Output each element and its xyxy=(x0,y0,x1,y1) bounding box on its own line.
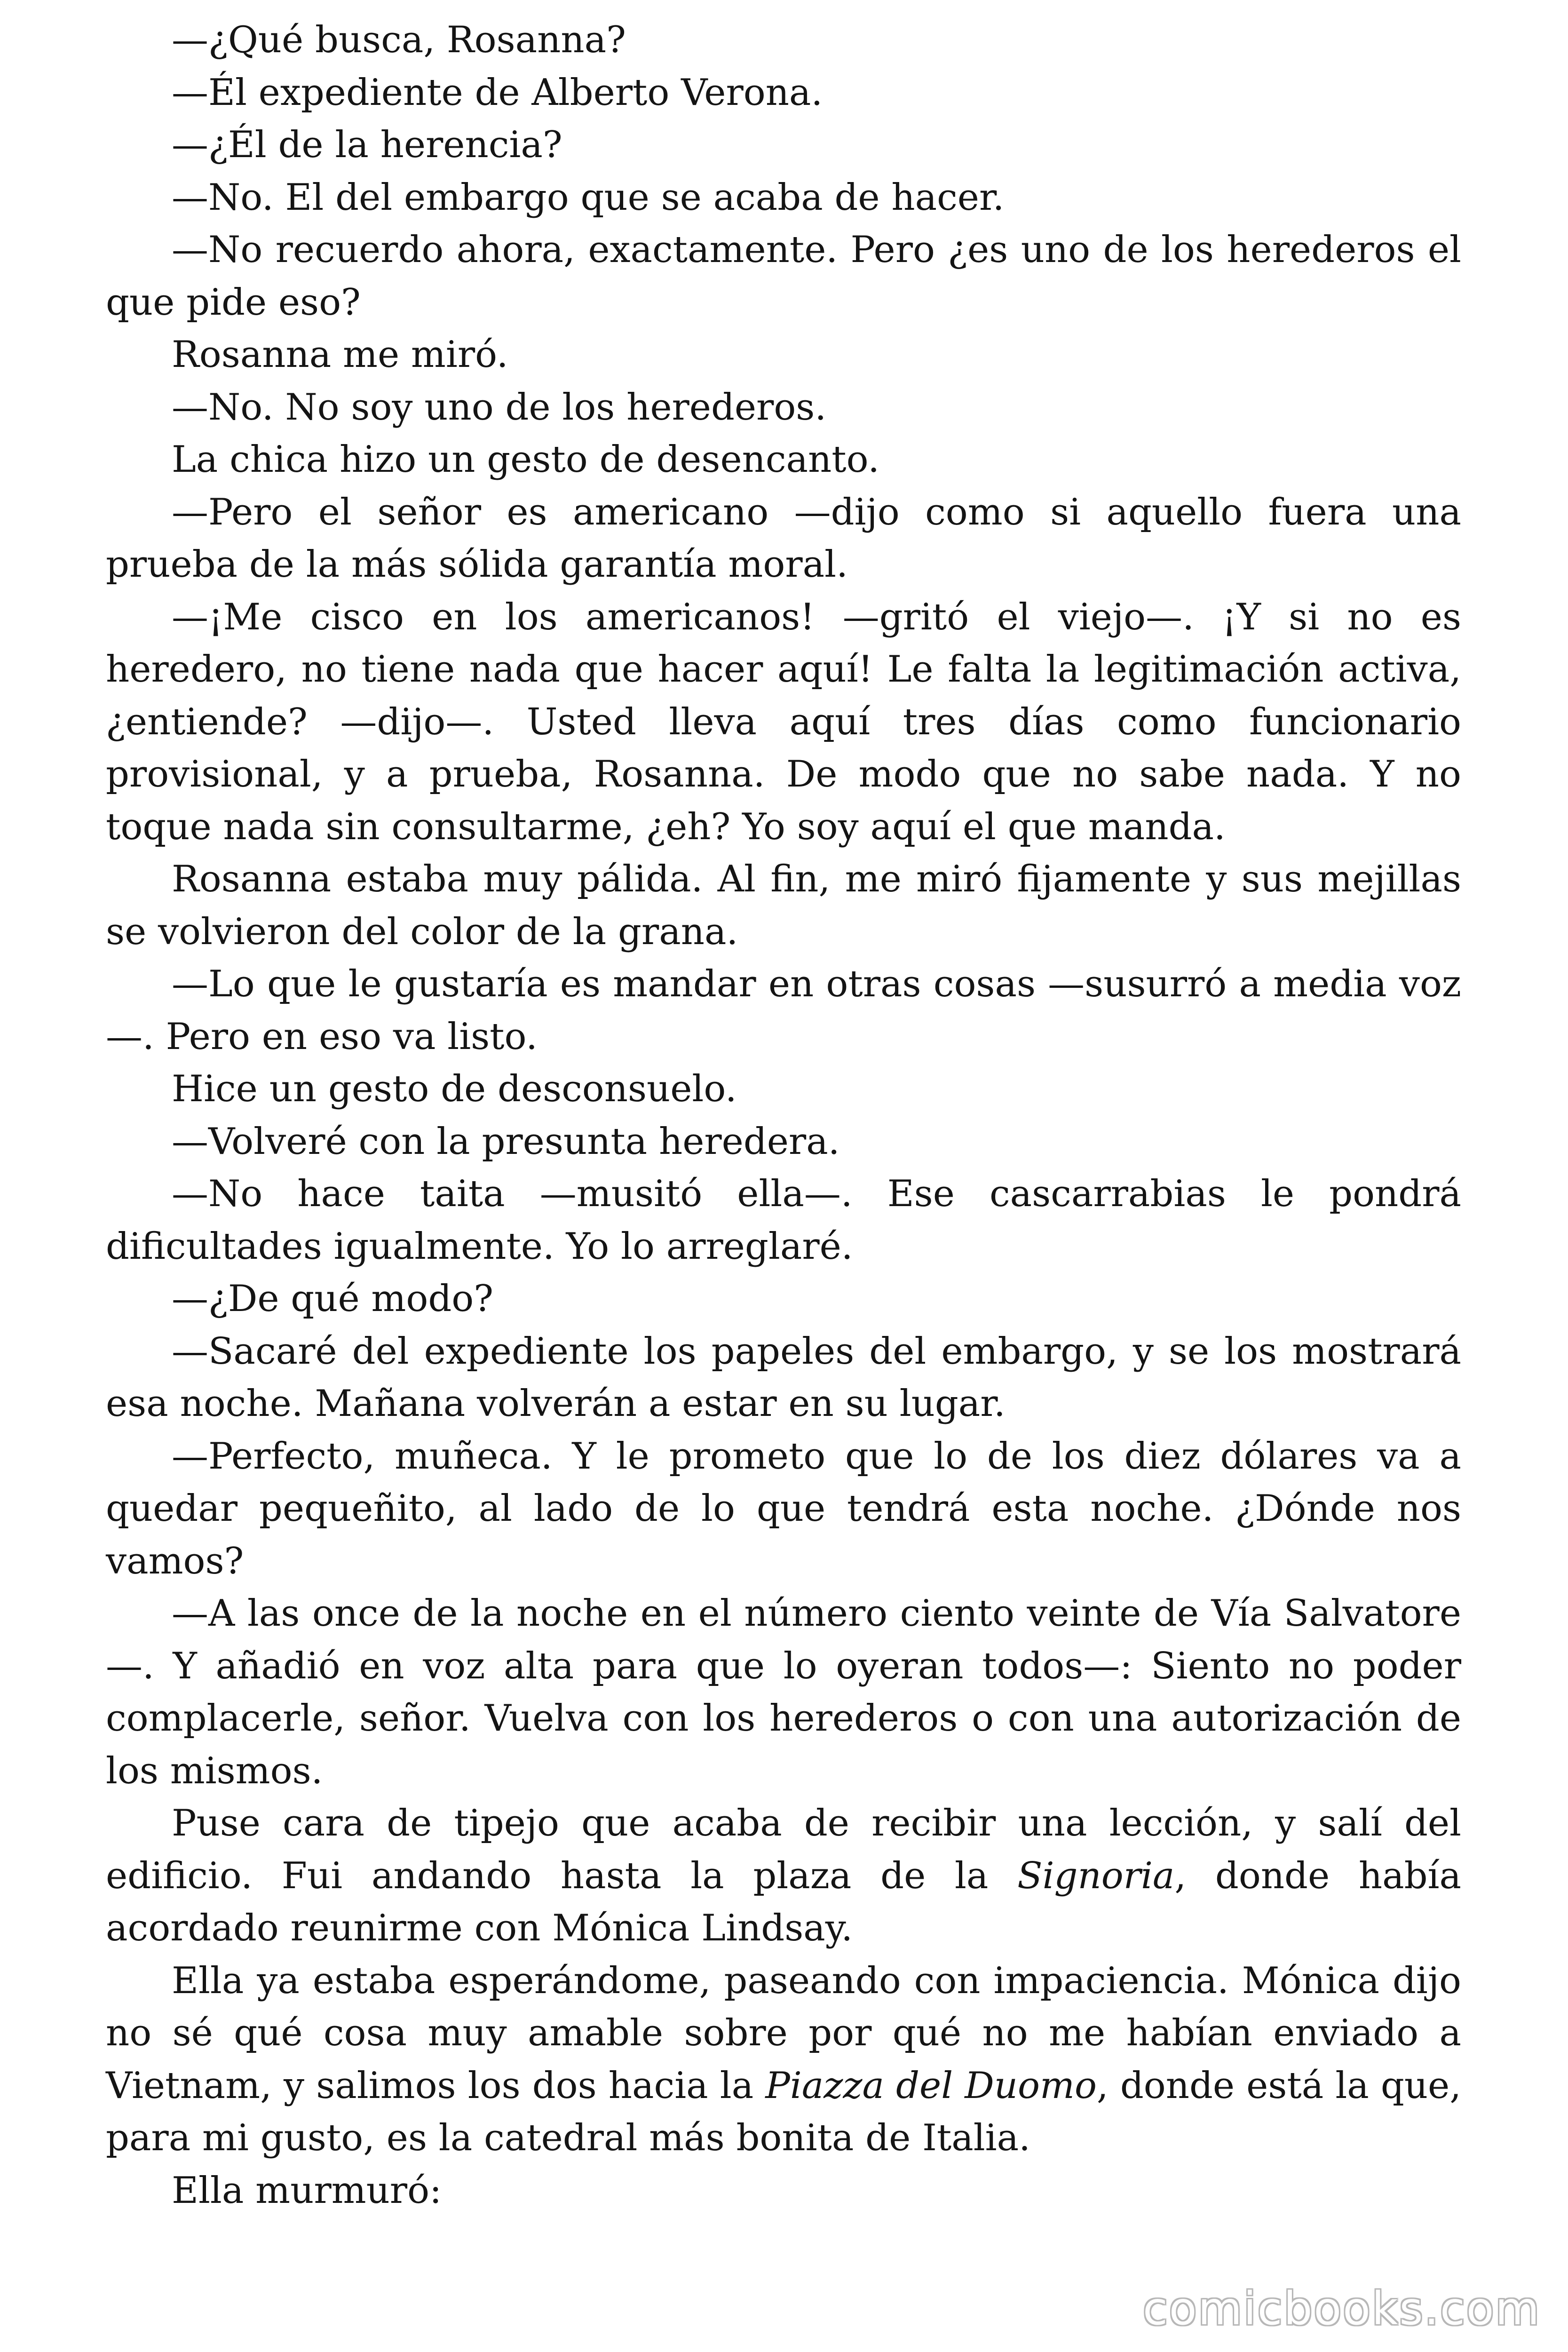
paragraph-21-text: Ella ya estaba esperándome, paseando con impaciencia. Mónica dijo no sé qué cosa muy amable sobre por qué no me habían enviado a Vietnam, y salimos los dos hacia la xyxy=(106,1959,1461,2107)
italic-place-name: Piazza del Duomo xyxy=(765,2064,1097,2107)
paragraph-9: —Pero el señor es americano —dijo como si aquello fuera una prueba de la más sólida garantía moral. xyxy=(106,491,1461,586)
paragraph-17: —Sacaré del expediente los papeles del embargo, y se los mostrará esa noche. Mañana volverán a estar en su lugar. xyxy=(106,1330,1461,1425)
italic-place-name: Signoria xyxy=(1017,1854,1175,1897)
paragraph-11: Rosanna estaba muy pálida. Al fin, me miró fijamente y sus mejillas se volvieron del color de la grana. xyxy=(106,858,1461,953)
paragraph-20-text: Puse cara de tipejo que acaba de recibir una lección, y salí del edificio. Fui andando hasta la plaza de la xyxy=(106,1802,1461,1897)
paragraph-14: —Volveré con la presunta heredera. xyxy=(172,1120,840,1163)
paragraph-15: —No hace taita —musitó ella—. Ese cascarrabias le pondrá dificultades igualmente. Yo lo arreglaré. xyxy=(106,1173,1461,1268)
paragraph-20 xyxy=(106,1797,1461,1955)
paragraph-7: —No. No soy uno de los herederos. xyxy=(172,386,827,429)
paragraph-21-text-end: , donde está la que, para mi gusto, es la catedral más bonita de Italia. xyxy=(106,2064,1462,2159)
paragraph-20-text-end: , donde había acordado reunirme con Mónica Lindsay. xyxy=(106,1854,1462,1949)
paragraph-2: —Él expediente de Alberto Verona. xyxy=(172,71,823,114)
paragraph-16: —¿De qué modo? xyxy=(172,1278,494,1320)
page-body-text xyxy=(106,14,1461,2217)
paragraph-22: Ella murmuró: xyxy=(172,2169,442,2212)
paragraph-1: —¿Qué busca, Rosanna? xyxy=(172,19,626,61)
paragraph-21 xyxy=(106,1955,1461,2165)
watermark: comicbooks.com xyxy=(1142,2282,1541,2335)
paragraph-19: —A las once de la noche en el número ciento veinte de Vía Salvatore—. Y añadió en voz alta para que lo oyeran todos—: Siento no poder complacerle, señor. Vuelva con los herederos o con una autorización de los mismos. xyxy=(106,1592,1461,1792)
paragraph-18: —Perfecto, muñeca. Y le prometo que lo de los diez dólares va a quedar pequeñito, al lado de lo que tendrá esta noche. ¿Dónde nos vamos? xyxy=(106,1435,1461,1582)
paragraph-5: —No recuerdo ahora, exactamente. Pero ¿es uno de los herederos el que pide eso? xyxy=(106,229,1461,324)
paragraph-3: —¿Él de la herencia? xyxy=(172,124,562,166)
paragraph-12: —Lo que le gustaría es mandar en otras cosas —susurró a media voz—. Pero en eso va listo. xyxy=(106,963,1461,1058)
paragraph-8: La chica hizo un gesto de desencanto. xyxy=(172,438,880,481)
paragraph-4: —No. El del embargo que se acaba de hacer. xyxy=(172,176,1005,219)
paragraph-6: Rosanna me miró. xyxy=(172,334,508,376)
paragraph-10: —¡Me cisco en los americanos! —gritó el viejo—. ¡Y si no es heredero, no tiene nada que hacer aquí! Le falta la legitimación activa, ¿entiende? —dijo—. Usted lleva aquí tres días como funcionario provisional, y a prueba, Rosanna. De modo que no sabe nada. Y no toque nada sin consultarme, ¿eh? Yo soy aquí el que manda. xyxy=(106,596,1461,848)
paragraph-13: Hice un gesto de desconsuelo. xyxy=(172,1068,737,1110)
